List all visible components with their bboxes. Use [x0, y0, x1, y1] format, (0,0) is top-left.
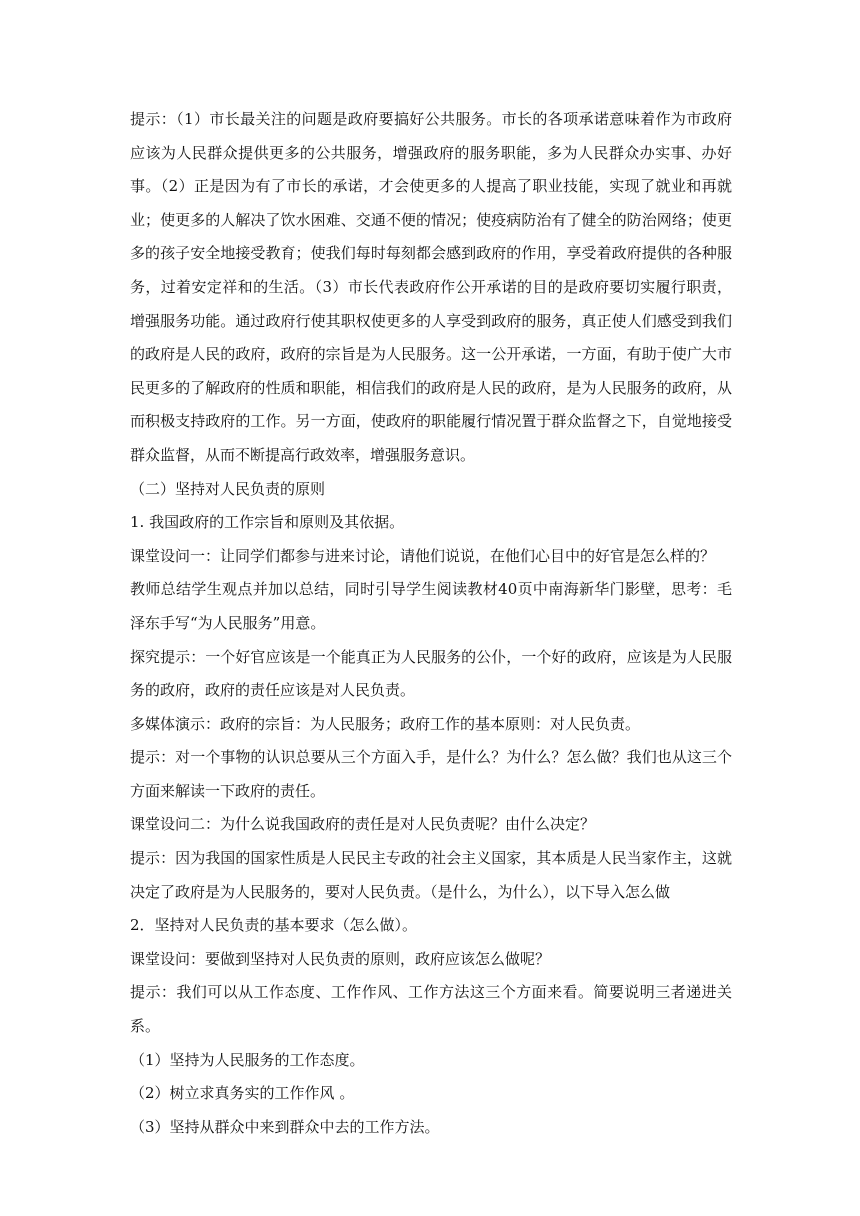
paragraph-work-aspects-hint: 提示：我们可以从工作态度、工作作风、工作方法这三个方面来看。简要说明三者递进关系。	[130, 983, 732, 1036]
document-body	[130, 103, 732, 1144]
paragraph-question-one: 课堂设问一：让同学们都参与进来讨论，请他们说说，在他们心目中的好官是怎么样的？	[130, 546, 716, 565]
paragraph-state-nature-hint: 提示：因为我国的国家性质是人民民主专政的社会主义国家，其本质是人民当家作主，这就决定了政府是为人民服务的，要对人民负责。（是什么，为什么），以下导入怎么做	[130, 849, 732, 901]
paragraph-explore-hint: 探究提示：一个好官应该是一个能真正为人民服务的公仆，一个好的政府，应该是为人民服务的政府，政府的责任应该是对人民负责。	[130, 647, 732, 700]
list-item-work-style: （2）树立求真务实的工作作风 。	[130, 1084, 355, 1103]
list-item-work-attitude: （1）坚持为人民服务的工作态度。	[130, 1050, 365, 1069]
paragraph-teacher-summary: 教师总结学生观点并加以总结，同时引导学生阅读教材40页中南海新华门影壁，思考：毛泽东手写“为人民服务”用意。	[130, 580, 732, 632]
paragraph-question-two: 课堂设问二：为什么说我国政府的责任是对人民负责呢？由什么决定？	[130, 815, 596, 834]
paragraph-question-three: 课堂设问：要做到坚持对人民负责的原则，政府应该怎么做呢？	[130, 949, 551, 968]
section-heading-responsibility: （二）坚持对人民负责的原则	[130, 479, 326, 498]
paragraph-mayor-hint: 提示：（1）市长最关注的问题是政府要搞好公共服务。市长的各项承诺意味着作为市政府应该为人民群众提供更多的公共服务，增强政府的服务职能，多为人民群众办实事、办好事。（2）正是因为有了市长的承诺，才会使更多的人提高了职业技能，实现了就业和再就业；使更多的人解决了饮水困难、交通不便的情况；使疫病防治有了健全的防治网络；使更多的孩子安全地接受教育；使我们每时每刻都会感到政府的作用，享受着政府提供的各种服务，过着安定祥和的生活。（3）市长代表政府作公开承诺的目的是政府要切实履行职责，增强服务功能。通过政府行使其职权使更多的人享受到政府的服务，真正使人们感受到我们的政府是人民的政府，政府的宗旨是为人民服务。这一公开承诺，一方面，有助于使广大市民更多的了解政府的性质和职能，相信我们的政府是人民的政府，是为人民服务的政府，从而积极支持政府的工作。另一方面，使政府的职能履行情况置于群众监督之下，自觉地接受群众监督，从而不断提高行政效率，增强服务意识。	[130, 110, 732, 464]
list-item-work-method: （3）坚持从群众中来到群众中去的工作方法。	[130, 1117, 440, 1136]
paragraph-multimedia: 多媒体演示：政府的宗旨：为人民服务；政府工作的基本原则：对人民负责。	[130, 714, 641, 733]
subheading-purpose-principle: 1. 我国政府的工作宗旨和原则及其依据。	[130, 513, 405, 532]
subheading-basic-requirements: 2．坚持对人民负责的基本要求（怎么做）。	[130, 916, 418, 935]
paragraph-three-aspects-hint: 提示：对一个事物的认识总要从三个方面入手，是什么？为什么？怎么做？我们也从这三个方面来解读一下政府的责任。	[130, 748, 732, 800]
